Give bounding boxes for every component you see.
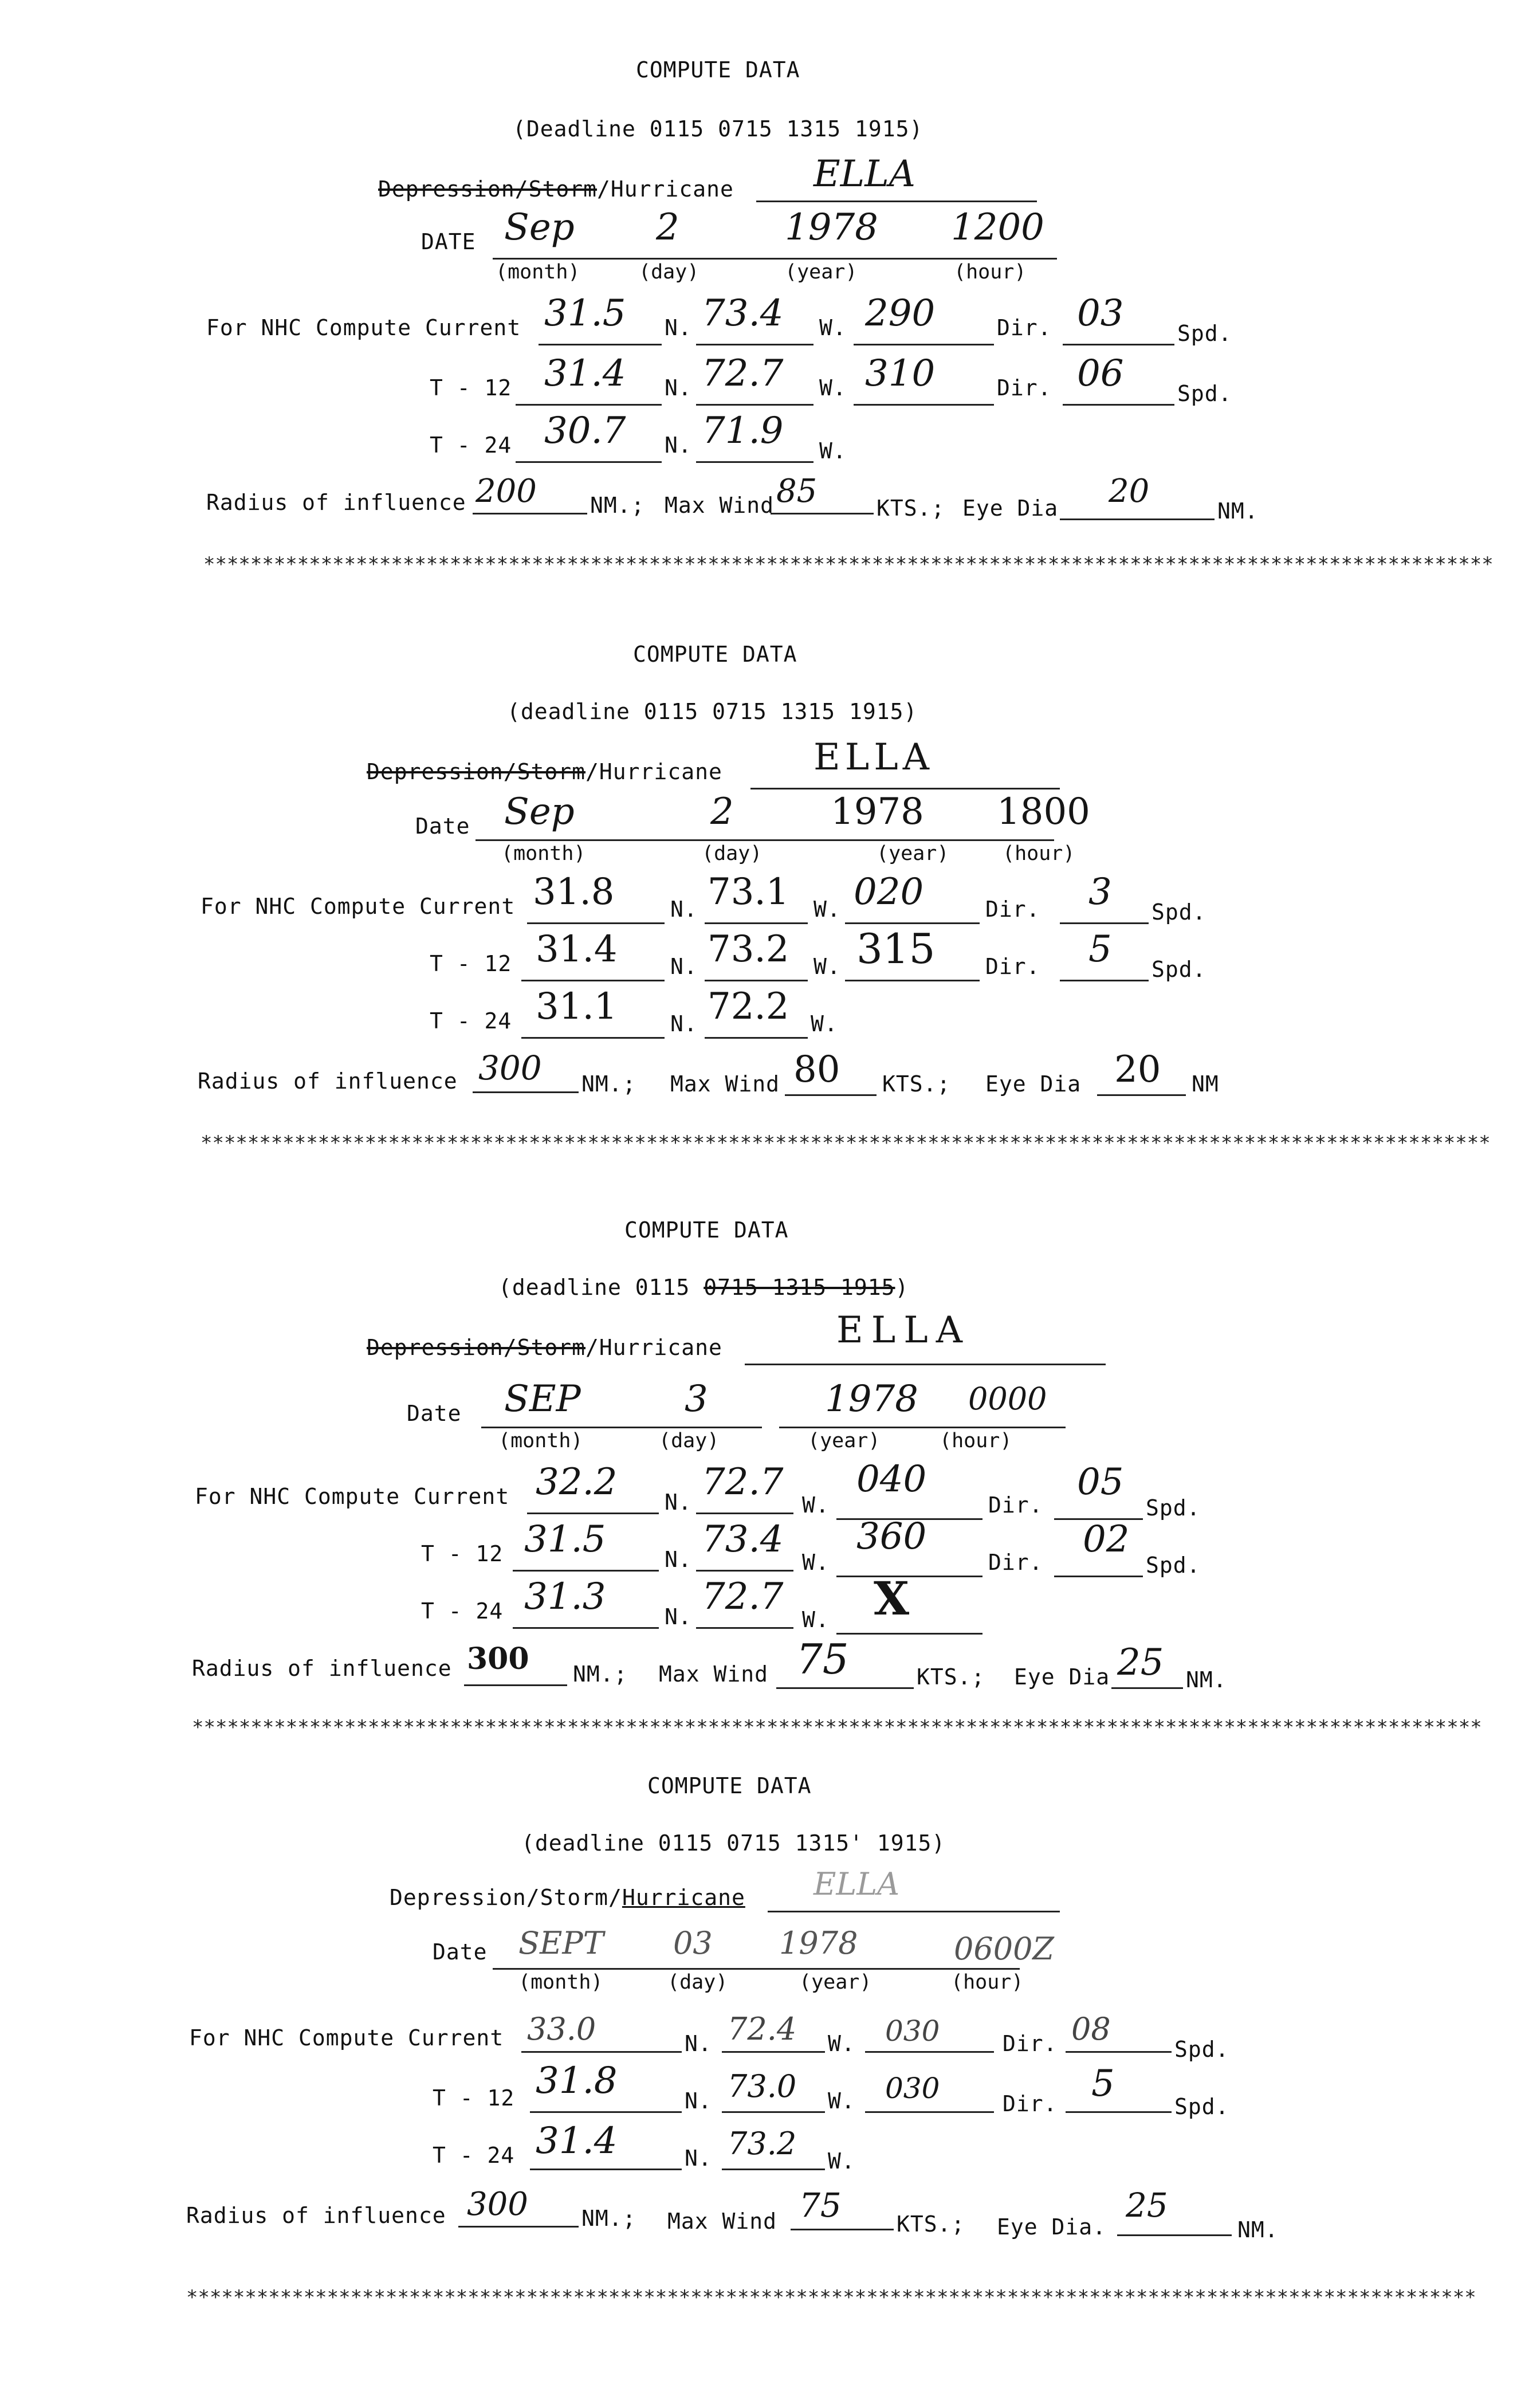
t24-lon: 72.7 [702, 1576, 784, 1618]
radius-label: Radius of influence [186, 2203, 446, 2228]
kts-label: KTS.; [877, 496, 945, 521]
t12-dir: 030 [885, 2072, 940, 2105]
underline [722, 2111, 825, 2113]
t12-spd: 06 [1077, 352, 1124, 395]
t24-lon: 72.2 [708, 985, 789, 1028]
t12-label: T - 12 [430, 951, 512, 976]
underline [475, 839, 1054, 841]
date-day: 3 [685, 1378, 708, 1420]
underline [464, 1684, 567, 1686]
w-label: W. [811, 1011, 838, 1036]
w-label: W. [828, 2088, 855, 2114]
storm-name: ELLA [813, 736, 934, 779]
date-label: Date [415, 814, 470, 839]
year-caption: (year) [808, 1429, 881, 1452]
year-caption: (year) [799, 1971, 872, 1994]
underline [1097, 1094, 1186, 1096]
compute-label: For NHC Compute Current [201, 894, 516, 919]
w-label: W. [828, 2148, 855, 2174]
w-label: W. [819, 375, 847, 400]
eye-dia-label: Eye Dia. [997, 2214, 1107, 2240]
date-hour: 0600Z [954, 1931, 1054, 1967]
current-lon: 73.4 [702, 292, 784, 335]
hour-caption: (hour) [954, 261, 1027, 284]
spd-label: Spd. [1151, 899, 1206, 925]
t24-lat: 31.1 [536, 985, 618, 1028]
underline [705, 1037, 808, 1039]
t12-spd: 5 [1088, 928, 1112, 971]
radius-value: 200 [475, 473, 537, 510]
underline [756, 201, 1037, 202]
day-caption: (day) [702, 842, 763, 865]
dir-label: Dir. [985, 954, 1040, 979]
t12-lon: 72.7 [702, 352, 784, 395]
current-dir: 290 [865, 292, 936, 335]
nm-label: NM. [1217, 498, 1259, 524]
underline [530, 2169, 682, 2170]
current-spd: 08 [1071, 2011, 1111, 2047]
current-lat: 33.0 [527, 2011, 596, 2047]
underline [1054, 1576, 1143, 1577]
n-label: N. [665, 375, 692, 400]
underline [745, 1364, 1106, 1365]
w-label: W. [802, 1492, 830, 1518]
underline [722, 2051, 825, 2053]
t24-lat: 31.4 [536, 2120, 618, 2162]
kts-label: KTS.; [897, 2211, 965, 2237]
deadline-line: (Deadline 0115 0715 1315 1915) [513, 116, 923, 142]
month-caption: (month) [501, 842, 586, 865]
form-title: COMPUTE DATA [633, 642, 797, 667]
underline [1060, 922, 1149, 924]
underline [836, 1576, 982, 1577]
t12-dir: 310 [865, 352, 936, 395]
date-month: Sep [504, 206, 575, 249]
underline [539, 344, 662, 345]
date-day: 03 [673, 1925, 713, 1961]
dir-label: Dir. [988, 1550, 1043, 1575]
underline [785, 1094, 877, 1096]
date-hour: 1200 [951, 206, 1044, 249]
radius-value: 300 [478, 1048, 542, 1087]
hour-caption: (hour) [951, 1971, 1024, 1994]
underline [865, 2111, 994, 2113]
spd-label: Spd. [1177, 381, 1232, 406]
spd-label: Spd. [1146, 1553, 1201, 1578]
n-label: N. [665, 1604, 692, 1629]
separator-stars: ************************************************************************************************************** [186, 2286, 1476, 2309]
t24-dir-mark: X [874, 1572, 910, 1625]
form-title: COMPUTE DATA [647, 1773, 812, 1798]
month-caption: (month) [498, 1429, 583, 1452]
deadline-line: (deadline 0115 0715 1315 1915) [507, 699, 918, 724]
max-wind-label: Max Wind [659, 1661, 769, 1687]
max-wind-value: 75 [796, 1635, 849, 1683]
underline [527, 922, 665, 924]
nm-label: NM.; [573, 1661, 628, 1687]
t12-lat: 31.5 [524, 1518, 606, 1561]
t24-lon: 73.2 [728, 2126, 797, 2162]
storm-type: Depression/Storm/Hurricane [367, 759, 722, 784]
nm-label: NM [1192, 1071, 1219, 1097]
w-label: W. [802, 1550, 830, 1575]
storm-type: Depression/Storm/Hurricane [378, 176, 734, 202]
nm-label: NM.; [590, 493, 645, 518]
current-lon: 73.1 [708, 871, 789, 913]
radius-value: 300 [467, 1641, 529, 1676]
date-label: DATE [421, 229, 476, 254]
current-lat: 32.2 [536, 1461, 618, 1503]
form-title: COMPUTE DATA [636, 57, 800, 83]
underline [854, 344, 994, 345]
underline [530, 2111, 682, 2113]
t12-label: T - 12 [430, 375, 512, 400]
underline [771, 513, 874, 514]
eye-dia-label: Eye Dia [985, 1071, 1082, 1097]
n-label: N. [685, 2088, 712, 2114]
eye-dia-value: 25 [1126, 2186, 1168, 2225]
spd-label: Spd. [1177, 321, 1232, 346]
underline [768, 1911, 1060, 1912]
separator-stars: ************************************************************************************************************** [201, 1132, 1491, 1154]
day-caption: (day) [639, 261, 699, 284]
hour-caption: (hour) [940, 1429, 1012, 1452]
t12-lon: 73.4 [702, 1518, 784, 1561]
dir-label: Dir. [997, 315, 1052, 340]
dir-label: Dir. [985, 897, 1040, 922]
eye-dia-label: Eye Dia [962, 496, 1059, 521]
date-month: Sep [504, 791, 575, 833]
form-title: COMPUTE DATA [624, 1217, 789, 1243]
radius-value: 300 [467, 2186, 528, 2223]
n-label: N. [670, 954, 698, 979]
dir-label: Dir. [1003, 2031, 1058, 2056]
storm-name: ELLA [813, 1866, 900, 1902]
eye-dia-label: Eye Dia [1014, 1664, 1110, 1690]
underline [845, 922, 980, 924]
spd-label: Spd. [1151, 957, 1206, 982]
current-lon: 72.7 [702, 1461, 784, 1503]
current-dir: 030 [885, 2014, 940, 2048]
underline [1060, 980, 1149, 981]
eye-dia-value: 20 [1114, 1048, 1161, 1091]
day-caption: (day) [659, 1429, 720, 1452]
current-dir: 020 [854, 871, 924, 913]
radius-label: Radius of influence [192, 1656, 452, 1681]
underline [1066, 2051, 1172, 2053]
year-caption: (year) [785, 261, 858, 284]
n-label: N. [665, 1547, 692, 1572]
month-caption: (month) [496, 261, 580, 284]
date-month: SEPT [518, 1925, 604, 1961]
underline [513, 1570, 659, 1572]
t24-label: T - 24 [430, 1008, 512, 1034]
kts-label: KTS.; [917, 1664, 985, 1690]
dir-label: Dir. [988, 1492, 1043, 1518]
n-label: N. [685, 2031, 712, 2056]
storm-name: ELLA [836, 1309, 970, 1352]
t24-label: T - 24 [430, 433, 512, 458]
underline [1060, 518, 1215, 520]
compute-label: For NHC Compute Current [206, 315, 521, 340]
t12-lon: 73.2 [708, 928, 789, 971]
w-label: W. [828, 2031, 855, 2056]
t12-dir: 360 [856, 1515, 927, 1558]
storm-type: Depression/Storm/Hurricane [367, 1335, 722, 1360]
max-wind-label: Max Wind [670, 1071, 780, 1097]
underline [722, 2169, 825, 2170]
underline [865, 2051, 994, 2053]
t12-lat: 31.4 [544, 352, 626, 395]
nm-label: NM.; [581, 1071, 636, 1097]
underline [516, 404, 662, 406]
t12-lat: 31.4 [536, 928, 618, 971]
max-wind-label: Max Wind [665, 493, 775, 518]
underline [516, 461, 662, 463]
n-label: N. [670, 1011, 698, 1036]
w-label: W. [819, 438, 847, 463]
w-label: W. [819, 315, 847, 340]
t12-label: T - 12 [421, 1541, 504, 1566]
separator-stars: ************************************************************************************************************** [192, 1716, 1482, 1739]
radius-label: Radius of influence [206, 490, 466, 515]
separator-stars: ************************************************************************************************************** [203, 553, 1494, 576]
underline [481, 1427, 762, 1428]
underline [1063, 344, 1174, 345]
t12-spd: 5 [1091, 2063, 1115, 2105]
n-label: N. [665, 1490, 692, 1515]
max-wind-value: 75 [799, 2186, 842, 2225]
eye-dia-value: 25 [1117, 1641, 1164, 1684]
max-wind-value: 85 [776, 473, 818, 510]
current-spd: 03 [1077, 292, 1124, 335]
current-dir: 040 [856, 1458, 927, 1500]
nm-label: NM. [1237, 2217, 1279, 2242]
date-year: 1978 [831, 791, 924, 833]
underline [513, 1627, 659, 1629]
kts-label: KTS.; [882, 1071, 951, 1097]
underline [1066, 2111, 1172, 2113]
underline [705, 980, 808, 981]
t24-label: T - 24 [433, 2143, 515, 2168]
w-label: W. [813, 897, 841, 922]
date-month: SEP [504, 1378, 581, 1420]
nm-label: NM.; [581, 2206, 636, 2231]
current-lat: 31.8 [533, 871, 615, 913]
underline [458, 2226, 579, 2228]
underline [521, 1037, 665, 1039]
underline [696, 1513, 793, 1514]
date-year: 1978 [779, 1925, 858, 1961]
deadline-line: (deadline 0115 0715 1315 1915) [498, 1275, 909, 1300]
underline [493, 1968, 1020, 1970]
underline [1111, 1687, 1183, 1689]
max-wind-value: 80 [793, 1048, 840, 1091]
deadline-line: (deadline 0115 0715 1315' 1915) [521, 1830, 946, 1856]
underline [696, 1627, 793, 1629]
w-label: W. [802, 1607, 830, 1632]
hour-caption: (hour) [1003, 842, 1075, 865]
nm-label: NM. [1186, 1667, 1227, 1692]
day-caption: (day) [667, 1971, 728, 1994]
compute-label: For NHC Compute Current [189, 2025, 504, 2050]
t12-lat: 31.8 [536, 2060, 618, 2102]
eye-dia-value: 20 [1109, 473, 1150, 510]
underline [779, 1427, 1066, 1428]
date-label: Date [407, 1401, 462, 1426]
underline [1117, 2234, 1232, 2236]
underline [473, 1091, 579, 1093]
t24-lat: 31.3 [524, 1576, 606, 1618]
n-label: N. [670, 897, 698, 922]
underline [836, 1633, 982, 1635]
current-lat: 31.5 [544, 292, 626, 335]
storm-type: Depression/Storm/Hurricane [390, 1885, 745, 1910]
current-spd: 3 [1088, 871, 1112, 913]
t24-label: T - 24 [421, 1598, 504, 1624]
t12-label: T - 12 [433, 2085, 515, 2111]
underline [696, 461, 813, 463]
w-label: W. [813, 954, 841, 979]
underline [473, 513, 587, 514]
underline [527, 1513, 659, 1514]
underline [776, 1687, 914, 1689]
t12-dir: 315 [856, 925, 936, 973]
underline [696, 344, 813, 345]
underline [791, 2229, 894, 2230]
year-caption: (year) [877, 842, 949, 865]
month-caption: (month) [518, 1971, 603, 1994]
underline [750, 788, 1060, 789]
current-spd: 05 [1077, 1461, 1124, 1503]
date-year: 1978 [785, 206, 878, 249]
t24-lat: 30.7 [544, 410, 626, 452]
date-label: Date [433, 1939, 488, 1965]
underline [1063, 404, 1174, 406]
dir-label: Dir. [997, 375, 1052, 400]
t24-lon: 71.9 [702, 410, 784, 452]
current-lon: 72.4 [728, 2011, 797, 2047]
spd-label: Spd. [1146, 1495, 1201, 1521]
compute-label: For NHC Compute Current [195, 1484, 510, 1509]
underline [845, 980, 980, 981]
date-day: 2 [656, 206, 679, 249]
underline [854, 404, 994, 406]
underline [696, 404, 813, 406]
underline [696, 1570, 793, 1572]
underline [521, 980, 665, 981]
date-hour: 0000 [968, 1381, 1047, 1417]
storm-name: ELLA [813, 153, 915, 195]
spd-label: Spd. [1174, 2037, 1229, 2062]
dir-label: Dir. [1003, 2091, 1058, 2116]
date-hour: 1800 [997, 791, 1090, 833]
t12-lon: 73.0 [728, 2068, 797, 2104]
date-year: 1978 [825, 1378, 918, 1420]
t12-spd: 02 [1083, 1518, 1130, 1561]
n-label: N. [685, 2146, 712, 2171]
underline [521, 2051, 682, 2053]
date-day: 2 [710, 791, 734, 833]
max-wind-label: Max Wind [667, 2209, 777, 2234]
underline [493, 258, 1057, 260]
n-label: N. [665, 433, 692, 458]
radius-label: Radius of influence [198, 1069, 458, 1094]
spd-label: Spd. [1174, 2094, 1229, 2119]
underline [705, 922, 808, 924]
n-label: N. [665, 315, 692, 340]
